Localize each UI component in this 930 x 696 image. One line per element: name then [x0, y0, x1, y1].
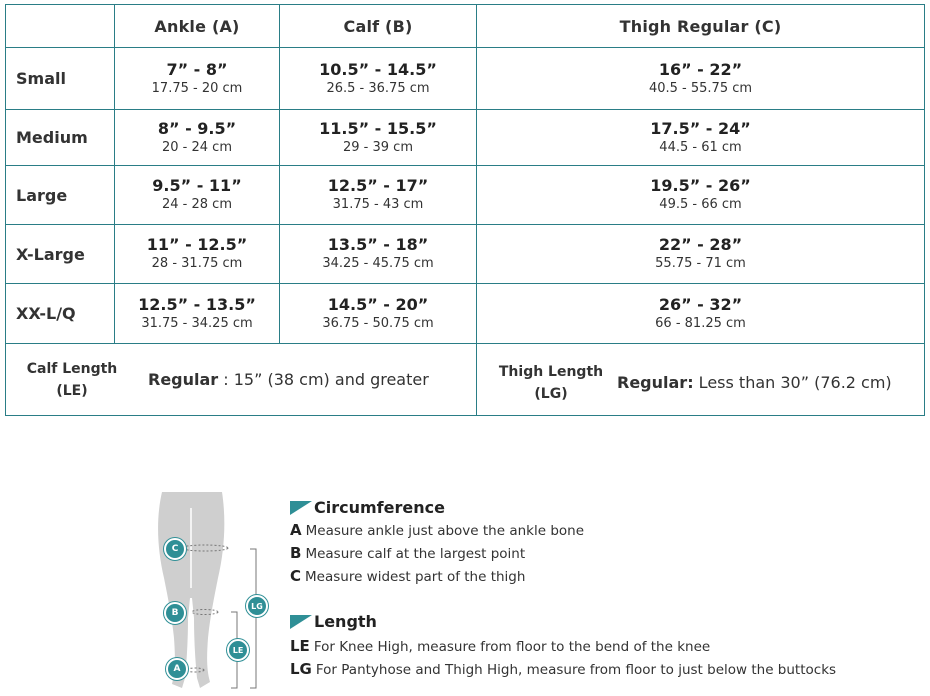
- thigh-length-label-line1: Thigh Length: [498, 363, 604, 380]
- ankle-xx-l-q-inches: 12.5” - 13.5”: [138, 294, 256, 314]
- ankle-x-large-cm: 28 - 31.75 cm: [151, 256, 243, 271]
- calf-medium-cell: [280, 110, 477, 166]
- thigh-length-label: [477, 355, 625, 405]
- ankle-large-inches: 9.5” - 11”: [152, 176, 242, 195]
- calf-xx-l-q-cell: [280, 284, 477, 344]
- thigh-x-large-cm: 55.75 - 71 cm: [655, 256, 746, 271]
- ankle-small-cell: [115, 48, 280, 110]
- ankle-x-large-inches: 11” - 12.5”: [146, 235, 248, 254]
- calf-x-large-inches: 13.5” - 18”: [327, 235, 429, 254]
- thigh-medium-cell: [477, 110, 924, 166]
- calf-length-label-line2: (LE): [56, 382, 88, 399]
- legend-key-le: LE: [290, 637, 310, 655]
- thigh-small-cm: 40.5 - 55.75 cm: [648, 80, 753, 96]
- thigh-xx-l-q-cell: [477, 284, 924, 344]
- circumference-legend: [290, 498, 584, 588]
- calf-length-value: [148, 370, 429, 389]
- legend-text-c: Measure widest part of the thigh: [305, 569, 526, 585]
- calf-xx-l-q-inches: 14.5” - 20”: [327, 294, 429, 314]
- thigh-length-cell: [477, 344, 924, 415]
- thigh-xx-l-q-cm: 66 - 81.25 cm: [655, 315, 746, 331]
- thigh-medium-inches: 17.5” - 24”: [650, 118, 751, 138]
- header-thigh: Thigh Regular (C): [477, 5, 924, 48]
- ankle-medium-cell: [115, 110, 280, 166]
- thigh-small-cell: [477, 48, 924, 110]
- legend-key-c: C: [290, 567, 302, 585]
- legend-item-a: [290, 519, 584, 542]
- badge-lg-icon: LG: [246, 595, 268, 617]
- legend-item-b: [290, 542, 584, 565]
- legend-key-a: A: [290, 521, 302, 539]
- calf-large-inches: 12.5” - 17”: [327, 176, 429, 195]
- ankle-xx-l-q-cell: [115, 284, 280, 344]
- calf-small-inches: 10.5” - 14.5”: [319, 59, 437, 79]
- calf-xx-l-q-cm: 36.75 - 50.75 cm: [322, 315, 434, 331]
- thigh-length-value: [617, 373, 892, 392]
- calf-medium-inches: 11.5” - 15.5”: [319, 118, 437, 138]
- calf-length-regular: Regular: [148, 370, 219, 389]
- ankle-large-cm: 24 - 28 cm: [162, 197, 232, 212]
- thigh-length-label-line2: (LG): [534, 385, 568, 402]
- length-title: [290, 612, 836, 631]
- legend-key-b: B: [290, 544, 302, 562]
- legend-text-le: For Knee High, measure from floor to the bend of the knee: [313, 639, 711, 655]
- row-label-medium: Medium: [6, 110, 115, 166]
- calf-small-cell: [280, 48, 477, 110]
- circumference-title: [290, 498, 584, 517]
- ankle-x-large-cell: [115, 225, 280, 284]
- thigh-small-inches: 16” - 22”: [658, 59, 743, 79]
- legend-text-a: Measure ankle just above the ankle bone: [305, 523, 585, 539]
- calf-length-text: : 15” (38 cm) and greater: [218, 370, 429, 389]
- thigh-medium-cm: 44.5 - 61 cm: [659, 139, 742, 155]
- calf-x-large-cm: 34.25 - 45.75 cm: [322, 256, 434, 271]
- ankle-small-inches: 7” - 8”: [166, 59, 228, 79]
- calf-length-label-line1: Calf Length: [26, 360, 118, 377]
- calf-x-large-cell: [280, 225, 477, 284]
- leg-measurement-figure: [150, 488, 275, 692]
- legend-item-c: [290, 565, 584, 588]
- length-legend: [290, 612, 836, 681]
- calf-small-cm: 26.5 - 36.75 cm: [326, 80, 430, 96]
- row-label-large: Large: [6, 166, 115, 225]
- thigh-large-cm: 49.5 - 66 cm: [659, 197, 742, 212]
- ankle-xx-l-q-cm: 31.75 - 34.25 cm: [141, 315, 253, 331]
- thigh-xx-l-q-inches: 26” - 32”: [658, 294, 743, 314]
- thigh-large-cell: [477, 166, 924, 225]
- ankle-medium-inches: 8” - 9.5”: [157, 118, 237, 138]
- badge-c-icon: C: [164, 538, 186, 560]
- length-title-text: Length: [314, 612, 377, 631]
- badge-le-icon: LE: [227, 639, 249, 661]
- legend-text-lg: For Pantyhose and Thigh High, measure from floor to just below the buttocks: [315, 662, 837, 678]
- legend-key-lg: LG: [290, 660, 312, 678]
- ankle-medium-cm: 20 - 24 cm: [162, 139, 232, 155]
- badge-b-icon: B: [164, 602, 186, 624]
- legend-item-lg: [290, 658, 836, 681]
- row-label-xx-l-q: XX-L/Q: [6, 284, 115, 344]
- thigh-x-large-inches: 22” - 28”: [658, 235, 743, 254]
- row-label-small: Small: [6, 48, 115, 110]
- calf-large-cell: [280, 166, 477, 225]
- ankle-large-cell: [115, 166, 280, 225]
- circumference-title-text: Circumference: [314, 498, 445, 517]
- calf-length-label: [6, 358, 138, 402]
- row-label-x-large: X-Large: [6, 225, 115, 284]
- header-corner-cell: [6, 5, 115, 48]
- header-calf: Calf (B): [280, 5, 477, 48]
- thigh-length-text: Less than 30” (76.2 cm): [693, 373, 892, 392]
- thigh-large-inches: 19.5” - 26”: [650, 176, 751, 195]
- calf-length-cell: [6, 344, 477, 415]
- legend-item-le: [290, 635, 836, 658]
- thigh-length-regular: Regular:: [617, 373, 694, 392]
- thigh-x-large-cell: [477, 225, 924, 284]
- flag-icon: [290, 615, 312, 629]
- calf-medium-cm: 29 - 39 cm: [343, 139, 413, 155]
- badge-a-icon: A: [166, 658, 188, 680]
- ankle-small-cm: 17.75 - 20 cm: [151, 80, 243, 96]
- size-chart-table: [5, 4, 925, 416]
- flag-icon: [290, 501, 312, 515]
- calf-large-cm: 31.75 - 43 cm: [332, 197, 424, 212]
- header-ankle: Ankle (A): [115, 5, 280, 48]
- legend-text-b: Measure calf at the largest point: [305, 546, 526, 562]
